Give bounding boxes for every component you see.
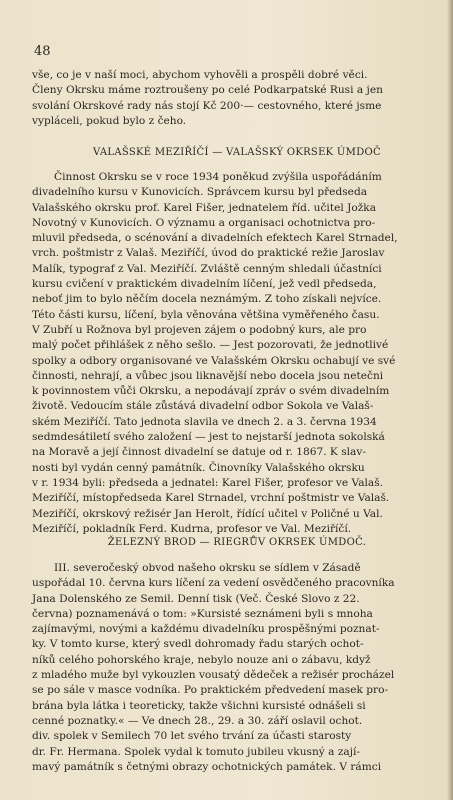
text-line: neboť jim to bylo něčím docela neznámým. Z toho získali nejvíce. xyxy=(32,293,382,306)
text-line: Novotný v Kunovicích. O významu a organisaci ochotnictva pro- xyxy=(32,216,376,229)
section-heading-valasske-mezirici: VALAŠSKÉ MEZIŘÍČÍ — VALAŠSKÝ OKRSEK ÚMDOČ xyxy=(93,147,381,158)
text-line: Této části kursu, líčení, byla věnována většina vyměřeného času. xyxy=(32,308,380,321)
text-line: dr. Fr. Hermana. Spolek vydal k tomuto jubileu vkusný a zají- xyxy=(32,745,360,758)
text-line: ském Meziříčí. Tato jednota slavila ve dnech 2. a 3. června 1934 xyxy=(32,415,377,428)
text-line: Malík, typograf z Val. Meziříčí. Zvláště cenným shledali účastníci xyxy=(32,262,382,275)
text-line: na Moravě a její činnost divadelní se datuje od r. 1867. K slav- xyxy=(32,446,366,459)
text-line: V Zubří u Rožnova byl projeven zájem o podobný kurs, ale pro xyxy=(32,323,367,336)
text-line: k povinnostem vůči Okrsku, a nepodávají zpráv o svém divadelním xyxy=(32,385,390,398)
text-line: cenné poznatky.« — Ve dnech 28., 29. a 30. září oslavil ochot. xyxy=(32,714,363,727)
intro-paragraph xyxy=(32,68,442,129)
text-line: Meziříčí, místopředseda Karel Strnadel, vrchní poštmistr ve Valaš. xyxy=(32,492,390,505)
text-line: vypláceli, pokud bylo z čeho. xyxy=(32,114,187,127)
text-line: sedmdesátiletí svého založení — jest to nejstarší jednota sokolská xyxy=(32,431,385,444)
text-line: brána byla látka i teoreticky, takže všichni kursisté odnášeli si xyxy=(32,699,366,712)
text-line: uspořádal 10. června kurs líčení za vedení osvědčeného pracovníka xyxy=(32,577,395,590)
text-line: vše, co je v naší moci, abychom vyhověli a prospěli dobré věci. xyxy=(32,69,368,81)
text-line: níků celého pohorského kraje, nebylo nouze ani o zábavu, když xyxy=(32,653,371,666)
text-line: Meziříčí, okrskový režisér Jan Herolt, řídící učitel v Poličné u Val. xyxy=(32,507,383,520)
text-line: se po sále v masce vodníka. Po praktickém předvedení masek pro- xyxy=(32,684,389,697)
text-line: životě. Vedoucím stále zůstává divadelní odbor Sokola ve Valaš- xyxy=(32,400,374,413)
text-line: činnosti, nehrají, a vůbec jsou liknavější nebo docela jsou netečni xyxy=(32,369,384,382)
text-line: Činnost Okrsku se v roce 1934 poněkud zvýšila uspořádáním xyxy=(54,171,382,183)
text-line: v r. 1934 byli: předseda a jednatel: Karel Fišer, profesor ve Valaš. xyxy=(32,476,384,489)
section1-paragraph xyxy=(32,170,442,537)
text-line: června) poznamenává o tom: »Kursisté seznámeni byli s mnoha xyxy=(32,607,373,620)
section2-paragraph xyxy=(32,561,442,775)
text-line: vrch. poštmistr z Valaš. Meziříčí, úvod do praktické režie Jaroslav xyxy=(32,247,385,260)
text-line: nosti byl vydán cenný památník. Činovníky Valašského okrsku xyxy=(32,461,365,474)
text-line: ky. V tomto kurse, který svedl dohromady řadu starých ochot- xyxy=(32,638,364,651)
text-line: Jana Dolenského ze Semil. Denní tisk (Več. České Slovo z 22. xyxy=(32,592,360,605)
text-line: malý počet přihlášek z něho sešlo. — Jest pozorovati, že jednotlivé xyxy=(32,339,389,352)
text-line: Meziříčí, pokladník Ferd. Kudrna, profesor ve Val. Meziříčí. xyxy=(32,522,352,535)
text-line: div. spolek v Semilech 70 let svého trvání za účasti starosty xyxy=(32,730,352,743)
text-line: III. severočeský obvod našeho okrsku se sídlem v Zásadě xyxy=(54,562,361,574)
text-line: spolky a odbory organisované ve Valašském Okrsku ochabují ve své xyxy=(32,354,396,367)
text-line: Valašského okrsku prof. Karel Fišer, jednatelem říd. učitel Jožka xyxy=(32,201,377,214)
text-line: divadelního kursu v Kunovicích. Správcem kursu byl předseda xyxy=(32,186,368,199)
text-line: mavý památník s četnými obrazy ochotnických památek. V rámci xyxy=(32,760,382,773)
text-line: mluvil předseda, o scénování a divadelních efektech Karel Strnadel, xyxy=(32,232,398,245)
section-heading-zelezny-brod: ŽELEZNÝ BROD — RIEGRŮV OKRSEK ÚMDOČ. xyxy=(107,537,367,548)
page-number: 48 xyxy=(34,44,51,59)
text-line: z mladého muže byl vykouzlen vousatý dědeček a režisér procházel xyxy=(32,669,395,682)
text-line: kursu cvičení v praktickém divadelním líčení, jež vedl předseda, xyxy=(32,278,377,291)
text-line: svolání Okrskové rady nás stojí Kč 200·— cestovného, které jsme xyxy=(32,99,382,112)
text-line: Členy Okrsku máme roztroušeny po celé Podkarpatské Rusi a jen xyxy=(32,84,383,97)
page-edge-shadow xyxy=(447,0,453,800)
text-line: zajímavými, novými a každému divadelníku prospěšnými poznat- xyxy=(32,623,380,636)
